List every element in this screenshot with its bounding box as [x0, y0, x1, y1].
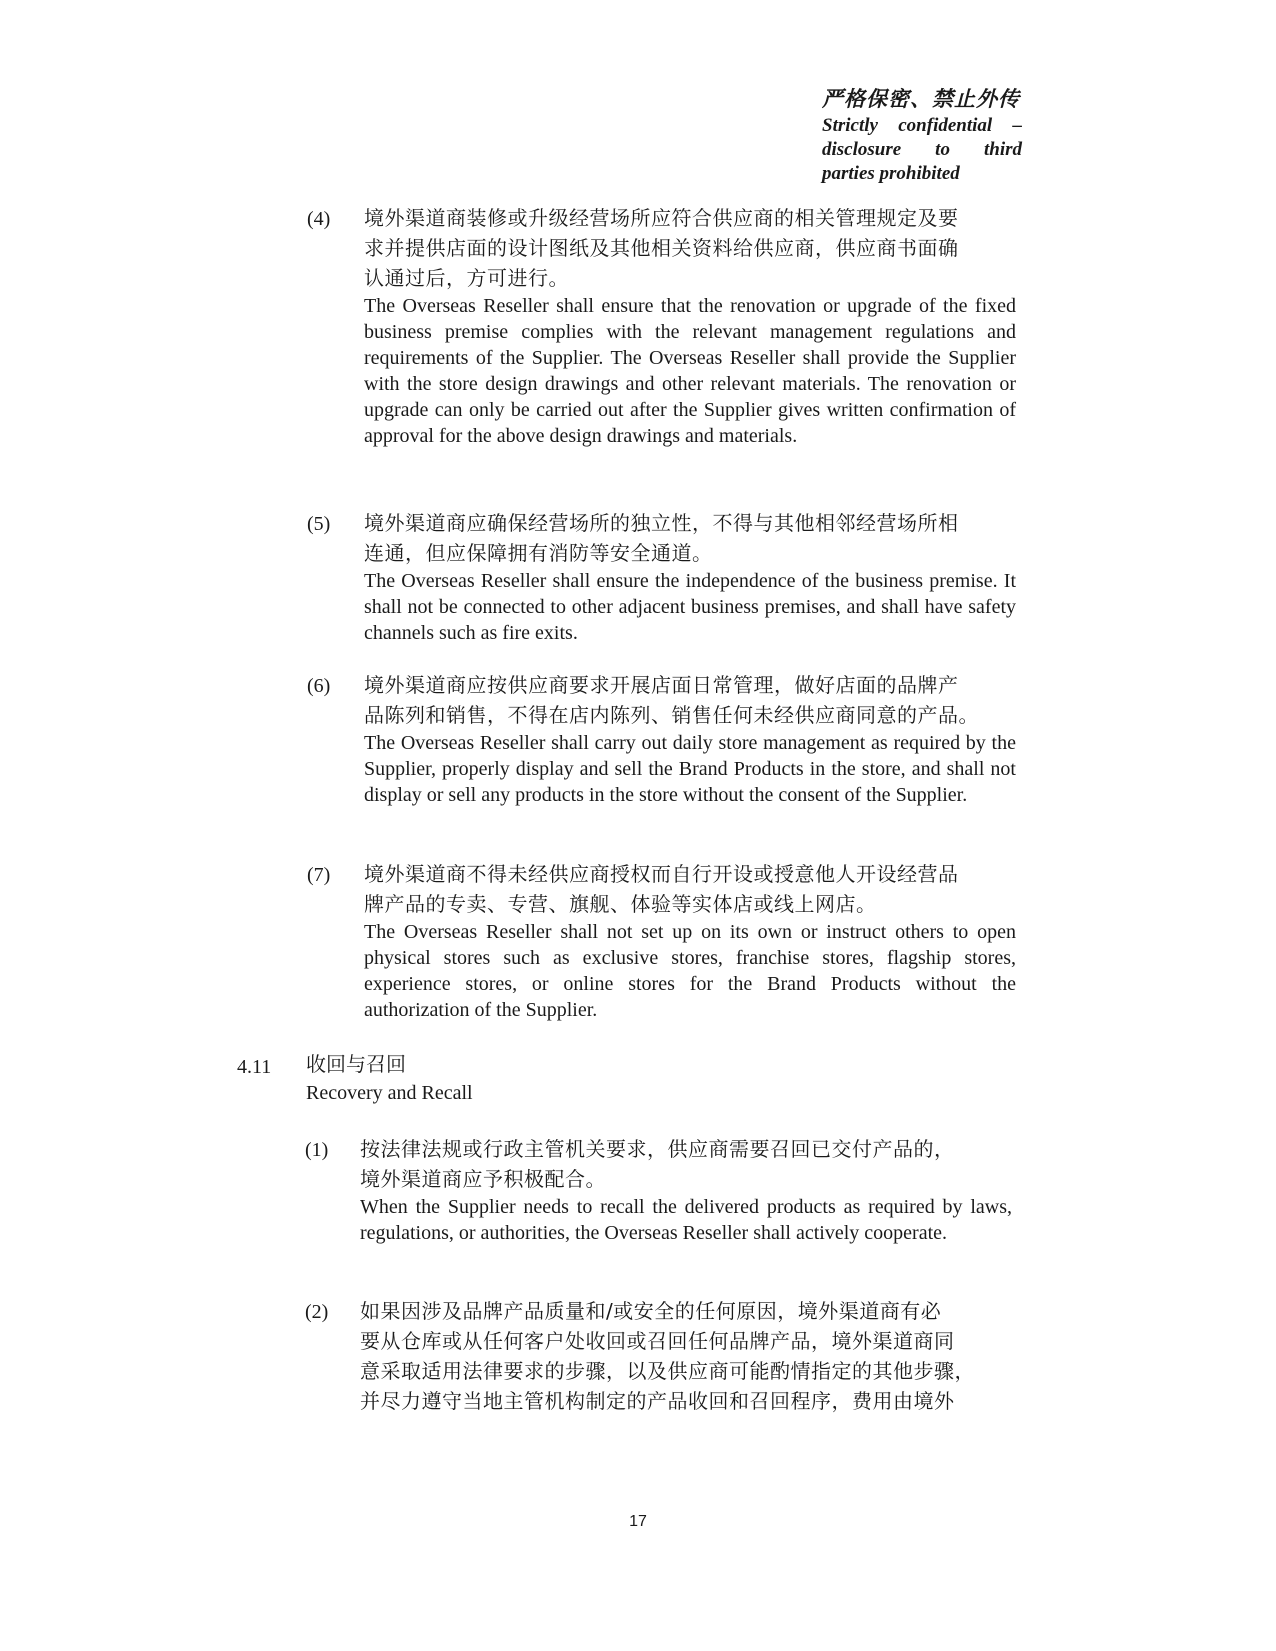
clause-body — [360, 1296, 1012, 1416]
clause-body — [360, 1134, 1012, 1246]
clause-text-zh: 认通过后，方可进行。 — [364, 266, 569, 290]
confidentiality-notice — [822, 84, 1022, 186]
section-number: 4.11 — [237, 1056, 272, 1078]
clause-number: (5) — [307, 513, 331, 535]
clause-text-en: The Overseas Reseller shall carry out daily store management as required by the Supplier, properly display and sell the Brand Products in the store, and shall not display or sell any products in the store without the consent of the Supplier. — [364, 732, 1016, 806]
clause-text-zh: 境外渠道商装修或升级经营场所应符合供应商的相关管理规定及要 — [364, 206, 959, 230]
confidentiality-line-2: disclosure to third — [822, 139, 1022, 160]
clause-text-zh: 如果因涉及品牌产品质量和/或安全的任何原因，境外渠道商有必 — [360, 1299, 942, 1323]
section-title-en: Recovery and Recall — [306, 1082, 473, 1104]
clause-body — [364, 508, 1016, 646]
clause-text-zh: 连通，但应保障拥有消防等安全通道。 — [364, 541, 713, 565]
clause-body — [364, 859, 1016, 1023]
confidentiality-line-1: Strictly confidential – — [822, 115, 1022, 136]
clause-number: (7) — [307, 864, 331, 886]
clause-number: (2) — [305, 1301, 329, 1323]
confidentiality-notice-zh: 严格保密、禁止外传 — [822, 87, 1020, 111]
clause-text-zh: 境外渠道商应予积极配合。 — [360, 1167, 606, 1191]
clause-number: (1) — [305, 1139, 329, 1161]
clause-body — [364, 203, 1016, 449]
confidentiality-line-3: parties prohibited — [822, 163, 960, 184]
clause-text-zh: 境外渠道商不得未经供应商授权而自行开设或授意他人开设经营品 — [364, 862, 959, 886]
section-title-zh: 收回与召回 — [306, 1054, 406, 1076]
clause-number: (4) — [307, 208, 331, 230]
clause-text-zh: 要从仓库或从任何客户处收回或召回任何品牌产品，境外渠道商同 — [360, 1329, 955, 1353]
clause-text-en: The Overseas Reseller shall ensure the independence of the business premise. It shall not be connected to other adjacent business premises, and shall have safety channels such as fire exits. — [364, 570, 1016, 644]
clause-text-en: The Overseas Reseller shall not set up on its own or instruct others to open physical stores such as exclusive stores, franchise stores, flagship stores, experience stores, or online stores for the Brand Products without the authorization of the Supplier. — [364, 921, 1016, 1021]
clause-text-zh: 境外渠道商应按供应商要求开展店面日常管理，做好店面的品牌产 — [364, 673, 959, 697]
clause-text-zh: 品陈列和销售，不得在店内陈列、销售任何未经供应商同意的产品。 — [364, 703, 979, 727]
clause-text-zh: 意采取适用法律要求的步骤，以及供应商可能酌情指定的其他步骤， — [360, 1359, 975, 1383]
clause-body — [364, 670, 1016, 808]
clause-text-zh: 按法律法规或行政主管机关要求，供应商需要召回已交付产品的， — [360, 1137, 955, 1161]
clause-text-zh: 境外渠道商应确保经营场所的独立性，不得与其他相邻经营场所相 — [364, 511, 959, 535]
clause-text-zh: 求并提供店面的设计图纸及其他相关资料给供应商，供应商书面确 — [364, 236, 959, 260]
clause-text-en: The Overseas Reseller shall ensure that the renovation or upgrade of the fixed business premise complies with the relevant management regulations and requirements of the Supplier. The Overseas Reseller shall provide the Supplier with the store design drawings and other relevant materials. The renovation or upgrade can only be carried out after the Supplier gives written confirmation of approval for the above design drawings and materials. — [364, 295, 1016, 447]
clause-text-zh: 牌产品的专卖、专营、旗舰、体验等实体店或线上网店。 — [364, 892, 877, 916]
page-number: 17 — [629, 1513, 647, 1530]
clause-text-en: When the Supplier needs to recall the delivered products as required by laws, regulations, or authorities, the Overseas Reseller shall actively cooperate. — [360, 1196, 1012, 1244]
clause-text-zh: 并尽力遵守当地主管机构制定的产品收回和召回程序，费用由境外 — [360, 1389, 955, 1413]
clause-number: (6) — [307, 675, 331, 697]
